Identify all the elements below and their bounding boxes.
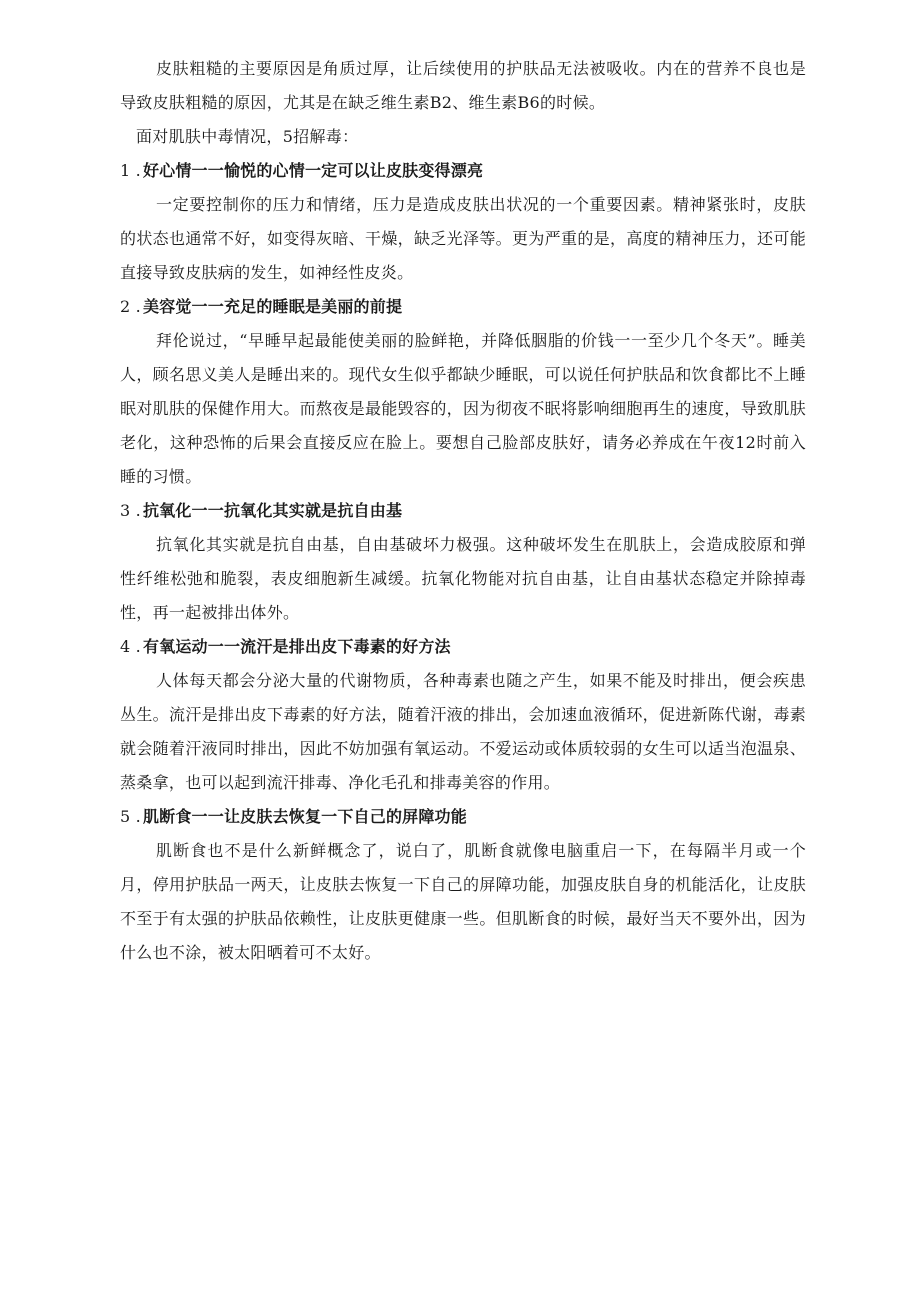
- section-heading-1: [120, 154, 806, 188]
- section-title: 有氧运动一一流汗是排出皮下毒素的好方法: [142, 637, 451, 656]
- intro-paragraph: 面对肌肤中毒情况，5招解毒：: [136, 127, 359, 146]
- section-title: 肌断食一一让皮肤去恢复一下自己的屏障功能: [142, 807, 467, 826]
- section-body-4: 人体每天都会分泌大量的代谢物质，各种毒素也随之产生，如果不能及时排出，便会疾患丛生。流汗是排出皮下毒素的好方法，随着汗液的排出，会加速血液循环，促进新陈代谢，毒素就会随着汗液同时排出，因此不妨加强有氧运动。不爱运动或体质较弱的女生可以适当泡温泉、蒸桑拿，也可以起到流汗排毒、净化毛孔和排毒美容的作用。: [120, 671, 806, 792]
- section-heading-5: [120, 800, 806, 834]
- section-number: 4 .: [120, 637, 141, 656]
- opening-paragraph: 皮肤粗糙的主要原因是角质过厚，让后续使用的护肤品无法被吸收。内在的营养不良也是导致皮肤粗糙的原因，尤其是在缺乏维生素B2、维生素B6的时候。: [120, 59, 806, 112]
- section-body-2: 拜伦说过，“早睡早起最能使美丽的脸鲜艳，并降低胭脂的价钱一一至少几个冬天”。睡美人，顾名思义美人是睡出来的。现代女生似乎都缺少睡眠，可以说任何护肤品和饮食都比不上睡眠对肌肤的保健作用大。而熬夜是最能毁容的，因为彻夜不眠将影响细胞再生的速度，导致肌肤老化，这种恐怖的后果会直接反应在脸上。要想自己脸部皮肤好，请务必养成在午夜12时前入睡的习惯。: [120, 331, 806, 486]
- section-title: 美容觉一一充足的睡眠是美丽的前提: [142, 297, 403, 316]
- section-body-3: 抗氧化其实就是抗自由基，自由基破坏力极强。这种破坏发生在肌肤上，会造成胶原和弹性纤维松弛和脆裂，表皮细胞新生减缓。抗氧化物能对抗自由基，让自由基状态稳定并除掉毒性，再一起被排出体外。: [120, 535, 806, 622]
- section-body-1: 一定要控制你的压力和情绪，压力是造成皮肤出状况的一个重要因素。精神紧张时，皮肤的状态也通常不好，如变得灰暗、干燥，缺乏光泽等。更为严重的是，高度的精神压力，还可能直接导致皮肤病的发生，如神经性皮炎。: [120, 195, 806, 282]
- section-number: 5 .: [120, 807, 141, 826]
- section-number: 1 .: [120, 161, 141, 180]
- section-title: 好心情一一愉悦的心情一定可以让皮肤变得漂亮: [142, 161, 484, 180]
- section-heading-4: [120, 630, 806, 664]
- section-number: 3 .: [120, 501, 141, 520]
- section-heading-3: [120, 494, 806, 528]
- document-page: [120, 52, 806, 970]
- section-heading-2: [120, 290, 806, 324]
- section-title: 抗氧化一一抗氧化其实就是抗自由基: [142, 501, 403, 520]
- section-number: 2 .: [120, 297, 141, 316]
- section-body-5: 肌断食也不是什么新鲜概念了，说白了，肌断食就像电脑重启一下，在每隔半月或一个月，停用护肤品一两天，让皮肤去恢复一下自己的屏障功能，加强皮肤自身的机能活化，让皮肤不至于有太强的护肤品依赖性，让皮肤更健康一些。但肌断食的时候，最好当天不要外出，因为什么也不涂，被太阳晒着可不太好。: [120, 841, 806, 962]
